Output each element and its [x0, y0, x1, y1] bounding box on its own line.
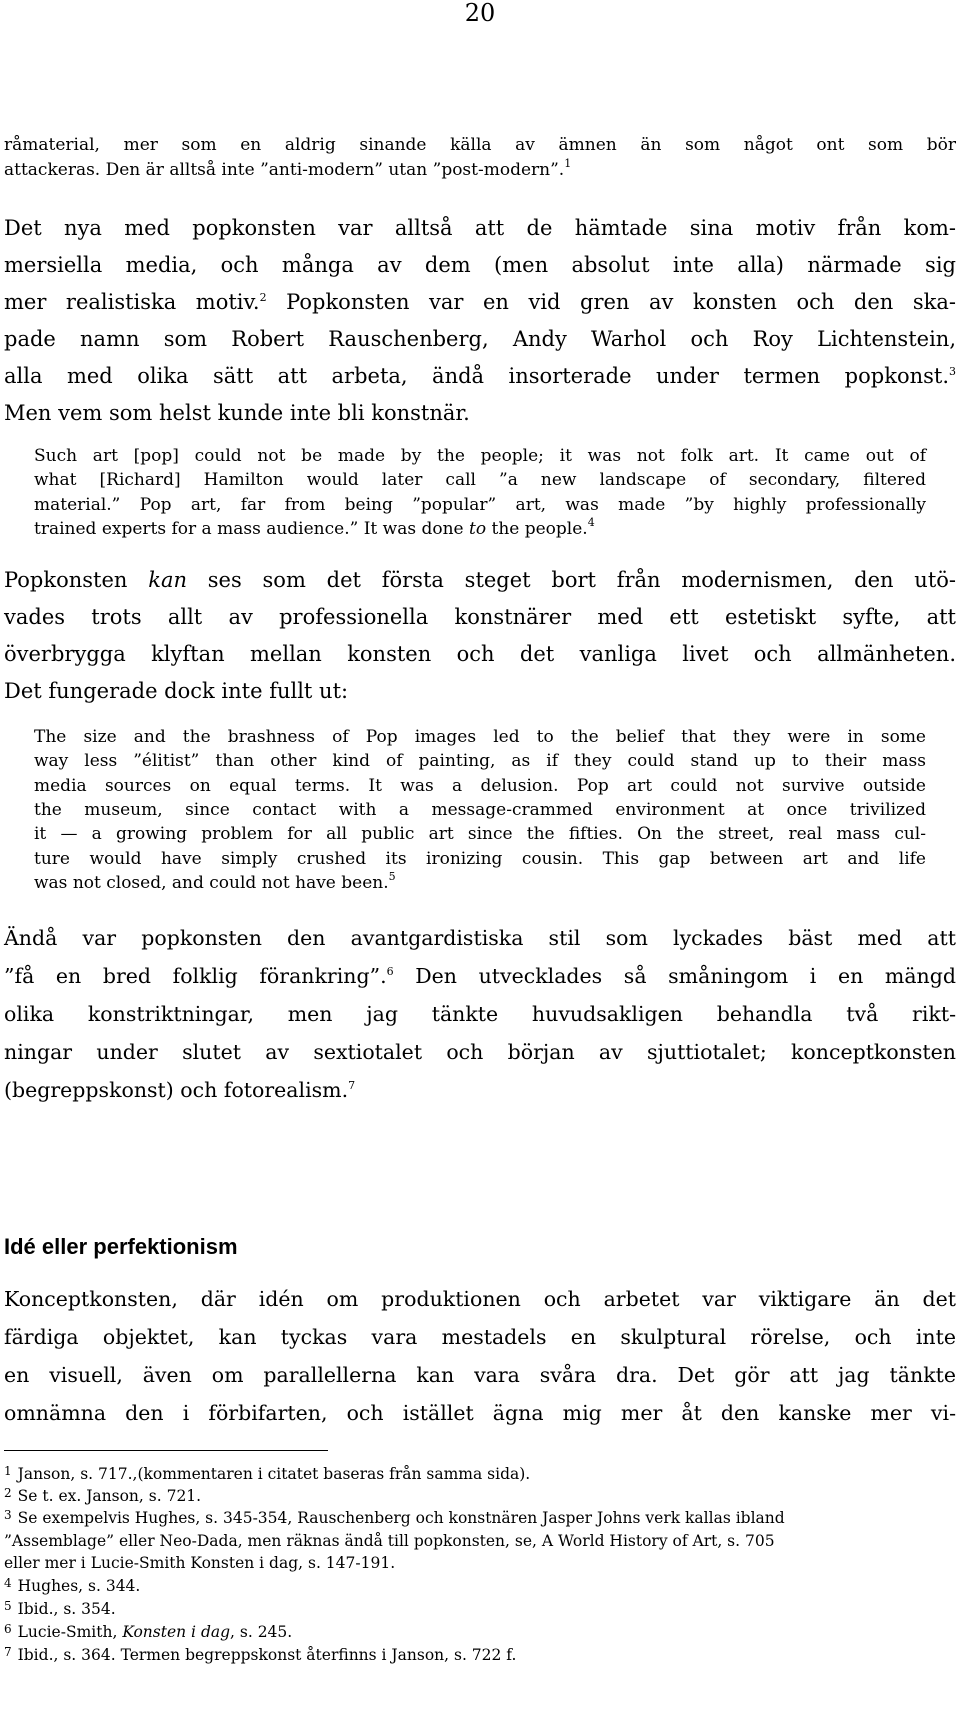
text-line: Konceptkonsten, där idén om produktionen och arbetet var viktigare än det — [4, 1287, 956, 1311]
quote-line: what [Richard] Hamilton would later call ”a new landscape of secondary, filtered — [34, 470, 926, 491]
text-line: alla med olika sätt att arbeta, ändå insorterade under termen popkonst.$^3$ — [4, 364, 956, 388]
footnote-number: 4 — [4, 1576, 12, 1590]
emphasis: Konsten i dag — [122, 1623, 231, 1641]
footnote-number: 2 — [4, 1486, 12, 1500]
text-line: överbrygga klyftan mellan konsten och det vanliga livet och allmänheten. — [4, 642, 956, 666]
footnote-ref: 1 — [564, 157, 572, 170]
footnote-ref: 6 — [386, 965, 394, 978]
footnote-7: $^7$ Ibid., s. 364. Termen begreppskonst återfinns i Janson, s. 722 f. — [4, 1645, 517, 1664]
footnote-3 — [4, 1504, 956, 1575]
quote-line: trained experts for a mass audience.” It was done to the people.$^4$ — [34, 515, 595, 539]
text-line: pade namn som Robert Rauschenberg, Andy Warhol och Roy Lichtenstein, — [4, 327, 956, 351]
footnote-number: 6 — [4, 1622, 12, 1636]
text-line: vades trots allt av professionella konstnärer med ett estetiskt syfte, att — [4, 605, 956, 629]
text-line: olika konstriktningar, men jag tänkte huvudsakligen behandla två rikt- — [4, 1002, 956, 1026]
text-line: ”få en bred folklig förankring”.$^6$ Den utvecklades så småningom i en mängd — [4, 964, 956, 988]
text-line: ningar under slutet av sextiotalet och början av sjuttiotalet; konceptkonsten — [4, 1040, 956, 1064]
footnote-line: eller mer i Lucie-Smith Konsten i dag, s. 147-191. — [4, 1554, 396, 1572]
text-line: attackeras. Den är alltså inte ”anti-modern” utan ”post-modern”.$^1$ — [4, 157, 572, 180]
footnote-number: 7 — [4, 1645, 12, 1659]
footnote-4: $^4$ Hughes, s. 344. — [4, 1576, 141, 1595]
text-line: mer realistiska motiv.$^2$ Popkonsten var en vid gren av konsten och den ska- — [4, 290, 956, 314]
footnote-6: $^6$ Lucie-Smith, Konsten i dag, s. 245. — [4, 1622, 293, 1641]
footnote-number: 1 — [4, 1464, 12, 1478]
footnote-2: $^2$ Se t. ex. Janson, s. 721. — [4, 1486, 202, 1505]
quote-line: ture would have simply crushed its ironizing cousin. This gap between art and life — [34, 848, 926, 869]
footnote-ref: 2 — [259, 291, 267, 304]
section-heading: Idé eller perfektionism — [4, 1234, 238, 1259]
footnote-line: $^3$ Se exempelvis Hughes, s. 345-354, Rauschenberg och konstnären Jasper Johns verk kallas ibland — [4, 1508, 785, 1527]
quote-line: The size and the brashness of Pop images led to the belief that they were in some — [34, 727, 926, 747]
text-line: Ändå var popkonsten den avantgardistiska stil som lyckades bäst med att — [4, 926, 956, 950]
footnote-number: 5 — [4, 1599, 12, 1613]
footnote-1: $^1$ Janson, s. 717.,(kommentaren i citatet baseras från samma sida). — [4, 1464, 531, 1483]
quote-line: media sources on equal terms. It was a delusion. Pop art could not survive outside — [34, 775, 926, 796]
footnote-5: $^5$ Ibid., s. 354. — [4, 1599, 116, 1618]
emphasis: kan — [148, 568, 187, 592]
text-line: (begreppskonst) och fotorealism.$^7$ — [4, 1078, 356, 1102]
text-line: en visuell, även om parallellerna kan vara svåra dra. Det gör att jag tänkte — [4, 1363, 956, 1387]
quote-line: Such art [pop] could not be made by the people; it was not folk art. It came out of — [34, 446, 926, 466]
text-line: mersiella media, och många av dem (men absolut inte alla) närmade sig — [4, 253, 956, 277]
page-number: 20 — [464, 0, 496, 27]
quote-line: material.” Pop art, far from being ”popular” art, was made ”by highly professionally — [34, 494, 926, 515]
footnote-ref: 4 — [587, 515, 595, 529]
text-line: Men vem som helst kunde inte bli konstnär. — [4, 401, 470, 425]
text-line: färdiga objektet, kan tyckas vara mestadels en skulptural rörelse, och inte — [4, 1325, 956, 1349]
quote-line: the museum, since contact with a message-crammed environment at once trivilized — [34, 799, 926, 820]
text-line: Popkonsten kan ses som det första steget bort från modernismen, den utö- — [4, 568, 956, 592]
footnote-ref: 3 — [949, 365, 956, 378]
quote-line: it — a growing problem for all public art since the fifties. On the street, real mass cul- — [34, 824, 926, 845]
text-line: omnämna den i förbifarten, och istället ägna mig mer åt den kanske mer vi- — [4, 1401, 956, 1425]
text-line: Det nya med popkonsten var alltså att de hämtade sina motiv från kom- — [4, 216, 956, 240]
footnote-ref: 7 — [348, 1079, 356, 1092]
footnote-number: 3 — [4, 1508, 12, 1522]
quote-line: was not closed, and could not have been.$^5$ — [34, 869, 396, 893]
quote-line: way less ”élitist” than other kind of painting, as if they could stand up to their mass — [34, 751, 926, 772]
footnote-line: ”Assemblage” eller Neo-Dada, men räknas ändå till popkonsten, se, A World History of Art, s. 705 — [4, 1531, 775, 1550]
footnote-divider — [4, 1450, 328, 1451]
text-line: Det fungerade dock inte fullt ut: — [4, 679, 349, 703]
text-line: råmaterial, mer som en aldrig sinande källa av ämnen än som något ont som bör — [4, 135, 956, 155]
footnote-ref: 5 — [388, 869, 396, 883]
emphasis: to — [469, 518, 487, 539]
